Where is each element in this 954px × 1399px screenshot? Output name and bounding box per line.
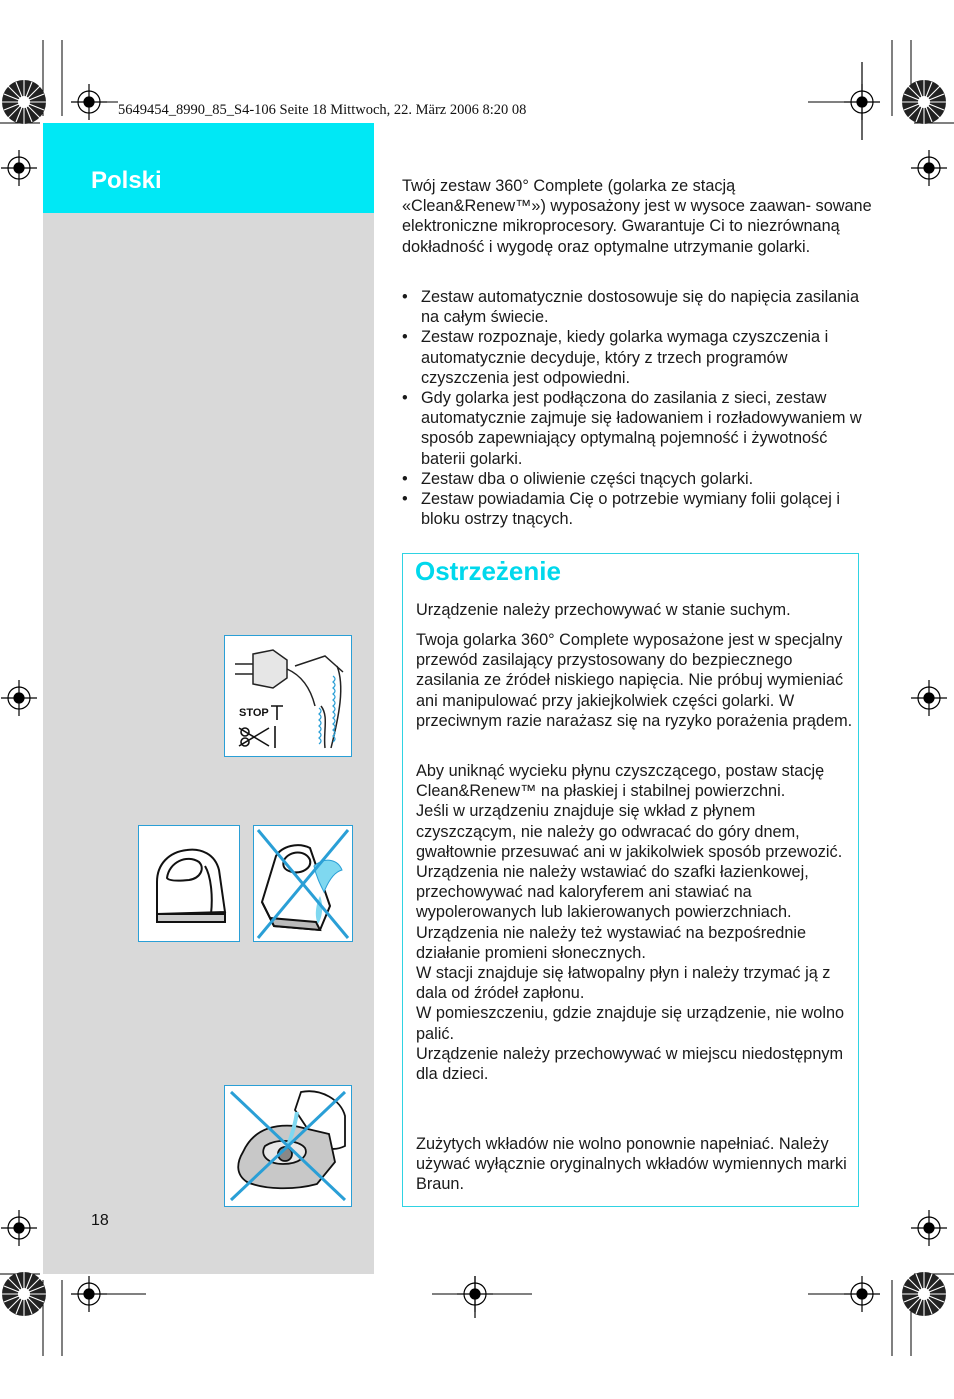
warning-line: Urządzenie należy przechowywać w miejscu niedostępnym dla dzieci.: [416, 1044, 844, 1084]
page-number: 18: [91, 1212, 109, 1229]
power-cord-figure: [224, 635, 352, 757]
warning-line: W stacji znajduje się łatwopalny płyn i należy trzymać ją z dala od źródeł zapłonu.: [416, 964, 831, 1003]
warning-power-cord: Twoja golarka 360° Complete wyposażone jest w specjalny przewód zasilający przystosowany do bezpiecznego zasilania ze źródeł niskiego napięcia. Nie próbuj wymieniać ani manipulować przy jakiejkolwiek części golarki. W przeciwnym razie narażasz się na ryzyko porażenia prądem.: [416, 631, 853, 730]
warning-line: W pomieszczeniu, gdzie znajduje się urządzenie, nie wolno palić.: [416, 1004, 845, 1043]
list-item: • Zestaw automatycznie dostosowuje się do napięcia zasilania na całym świecie.: [402, 287, 872, 327]
warning-line: Urządzenia nie należy wstawiać do szafki łazienkowej, przechowywać nad kaloryferem ani stawiać na wypolerowanych lub lakierowanych powierzchniach. Urządzenia nie należy też wystawiać na bezpośrednie działanie promieni słonecznych.: [416, 863, 809, 962]
warning-line: Jeśli w urządzeniu znajduje się wkład z płynem czyszczącym, nie należy go odwracać do góry dnem, gwałtownie przesuwać ani w jakikolwiek sposób przewozić.: [416, 802, 843, 861]
list-item: • Zestaw rozpoznaje, kiedy golarka wymaga czyszczenia i automatycznie decyduje, który z trzech programów czyszczenia jest odpowiedni.: [402, 327, 872, 388]
section-title: Polski: [91, 167, 162, 194]
station-tilted-figure: [253, 825, 353, 942]
list-item: • Zestaw powiadamia Cię o potrzebie wymiany folii golącej i bloku ostrzy tnących.: [402, 489, 872, 529]
warning-dry-storage: Urządzenie należy przechowywać w stanie suchym.: [416, 601, 791, 619]
list-item: • Gdy golarka jest podłączona do zasilania z sieci, zestaw automatycznie zajmuje się ładowaniem i rozładowywaniem w sposób zapewniający optymalną pojemność i żywotność baterii golarki.: [402, 388, 872, 469]
feature-list: [402, 287, 872, 529]
warning-line: Aby uniknąć wycieku płynu czyszczącego, postaw stację Clean&Renew™ na płaskiej i stabilnej powierzchni.: [416, 762, 825, 801]
cartridge-refill-figure: [224, 1085, 352, 1207]
list-item: • Zestaw dba o oliwienie części tnących golarki.: [402, 469, 872, 489]
warning-title: Ostrzeżenie: [415, 556, 561, 586]
print-header: 5649454_8990_85_S4-106 Seite 18 Mittwoch, 22. März 2006 8:20 08: [118, 102, 527, 118]
warning-cartridges: Zużytych wkładów nie wolno ponownie napełniać. Należy używać wyłącznie oryginalnych wkładów wymiennych marki Braun.: [416, 1135, 847, 1194]
warning-placement: [416, 761, 856, 1084]
station-upright-figure: [138, 825, 240, 942]
stop-label: STOP: [239, 707, 269, 719]
intro-paragraph: Twój zestaw 360° Complete (golarka ze stacją «Clean&Renew™») wyposażony jest w wysoce zaawan- sowane elektroniczne mikroprocesory. Gwarantuje Ci to niezrównaną dokładność i wygodę oraz optymalne utrzymanie golarki.: [402, 177, 872, 256]
